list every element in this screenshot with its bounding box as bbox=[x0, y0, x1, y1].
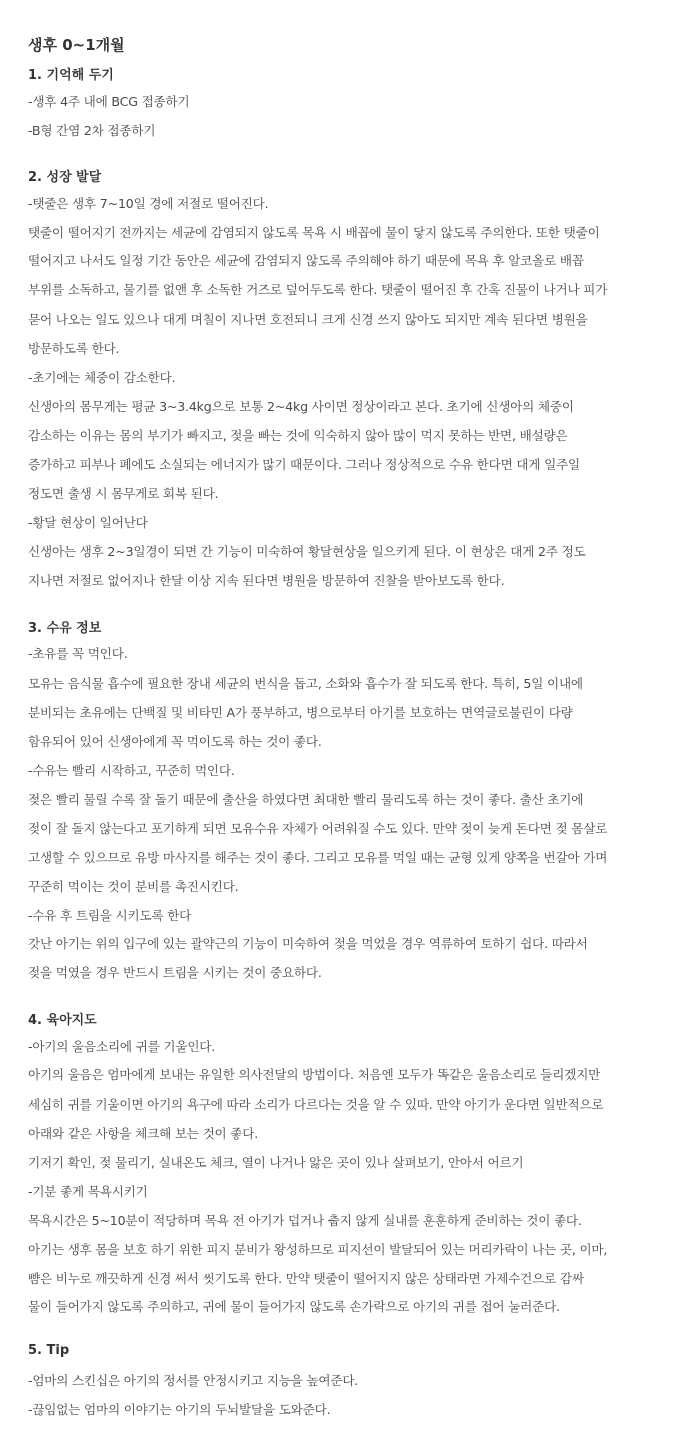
section-heading-5: 5. Tip bbox=[28, 1343, 70, 1358]
text-line: -B형 간염 2차 접종하기 bbox=[28, 123, 156, 138]
text-line: -아기의 울음소리에 귀를 기울인다. bbox=[28, 1039, 216, 1054]
text-line: 목욕시간은 5~10분이 적당하며 목욕 전 아기가 덥거나 춥지 않게 실내를 훈훈하게 준비하는 것이 좋다. bbox=[28, 1213, 582, 1228]
text-line: 탯줄이 떨어지기 전까지는 세균에 감염되지 않도록 목욕 시 배꼽에 물이 닿지 않도록 주의한다. 또한 탯줄이 bbox=[28, 225, 600, 240]
text-line: 부위를 소독하고, 물기를 없앤 후 소독한 거즈로 덮어두도록 한다. 탯줄이 떨어진 후 간혹 진물이 나거나 피가 bbox=[28, 282, 608, 297]
section-heading-2: 2. 성장 발달 bbox=[28, 170, 102, 185]
text-line: -탯줄은 생후 7~10일 경에 저절로 떨어진다. bbox=[28, 196, 269, 211]
text-line: -끊임없는 엄마의 이야기는 아기의 두뇌발달을 도와준다. bbox=[28, 1402, 331, 1417]
text-line: 기저기 확인, 젖 물리기, 실내온도 체크, 열이 나거나 앓은 곳이 있나 살펴보기, 안아서 어르기 bbox=[28, 1155, 524, 1170]
text-line: 신생아는 생후 2~3일경이 되면 간 기능이 미숙하여 황달현상을 일으키게 된다. 이 현상은 대게 2주 정도 bbox=[28, 544, 586, 559]
text-line: 감소하는 이유는 몸의 부기가 빠지고, 젖을 빠는 것에 익숙하지 않아 많이 먹지 못하는 반면, 배설량은 bbox=[28, 428, 568, 443]
text-line: 꾸준히 먹이는 것이 분비를 촉진시킨다. bbox=[28, 879, 239, 894]
text-line: 신생아의 몸무게는 평균 3~3.4kg으로 보통 2~4kg 사이면 정상이라고 본다. 초기에 신생아의 체중이 bbox=[28, 399, 574, 414]
text-line: 젖을 먹였을 경우 반드시 트림을 시키는 것이 중요하다. bbox=[28, 965, 322, 980]
text-line: -수유는 빨리 시작하고, 꾸준히 먹인다. bbox=[28, 763, 235, 778]
text-line: 물이 들어가지 않도록 주의하고, 귀에 물이 들어가지 않도록 손가락으로 아기의 귀를 접어 눌러준다. bbox=[28, 1299, 560, 1314]
text-line: 방문하도록 한다. bbox=[28, 341, 120, 356]
text-line: 묻어 나오는 일도 있으나 대게 며칠이 지나면 호전되니 크게 신경 쓰지 않아도 되지만 계속 된다면 병원을 bbox=[28, 312, 588, 327]
text-line: -초기에는 체중이 감소한다. bbox=[28, 370, 176, 385]
text-line: -생후 4주 내에 BCG 접종하기 bbox=[28, 94, 190, 109]
text-line: 갓난 아기는 위의 입구에 있는 괄약근의 기능이 미숙하여 젖을 먹었을 경우 역류하여 토하기 쉽다. 따라서 bbox=[28, 936, 588, 951]
text-line: 아래와 같은 사항을 체크해 보는 것이 좋다. bbox=[28, 1126, 259, 1141]
text-line: 젖이 잘 돌지 않는다고 포기하게 되면 모유수유 자체가 어려워질 수도 있다. 만약 젖이 늦게 돈다면 젖 몸살로 bbox=[28, 821, 608, 836]
text-line: 젖은 빨리 물릴 수록 잘 돌기 때문에 출산을 하였다면 최대한 빨리 물리도록 하는 것이 좋다. 출산 초기에 bbox=[28, 792, 584, 807]
text-line: -초유를 꼭 먹인다. bbox=[28, 646, 128, 661]
text-line: 지나면 저절로 없어지나 한달 이상 지속 된다면 병원을 방문하여 진찰을 받아보도록 한다. bbox=[28, 573, 505, 588]
text-line: 모유는 음식물 흡수에 필요한 장내 세균의 번식을 돕고, 소화와 흡수가 잘 되도록 한다. 특히, 5일 이내에 bbox=[28, 676, 583, 691]
text-line: 함유되어 있어 신생아에게 꼭 먹이도록 하는 것이 좋다. bbox=[28, 734, 322, 749]
section-heading-4: 4. 육아지도 bbox=[28, 1013, 97, 1028]
text-line: -기분 좋게 목욕시키기 bbox=[28, 1184, 148, 1199]
text-line: -수유 후 트림을 시키도록 한다 bbox=[28, 908, 192, 923]
text-line: 분비되는 초유에는 단백질 및 비타민 A가 풍부하고, 병으로부터 아기를 보호하는 면역글로불린이 다량 bbox=[28, 705, 573, 720]
text-line: 아기는 생후 몸을 보호 하기 위한 피지 분비가 왕성하므로 피지선이 발달되어 있는 머리카락이 나는 곳, 이마, bbox=[28, 1242, 608, 1257]
text-line: 정도면 출생 시 몸무게로 회복 된다. bbox=[28, 486, 219, 501]
text-line: 아기의 울음은 엄마에게 보내는 유일한 의사전달의 방법이다. 처음엔 모두가 똑같은 울음소리로 들리겠지만 bbox=[28, 1067, 601, 1082]
text-line: -엄마의 스킨십은 아기의 정서를 안정시키고 지능을 높여준다. bbox=[28, 1373, 359, 1388]
text-line: 고생할 수 있으므로 유방 마사지를 해주는 것이 좋다. 그리고 모유를 먹일 때는 균형 있게 양쪽을 번갈아 가며 bbox=[28, 850, 608, 865]
page-title: 생후 0~1개월 bbox=[28, 36, 125, 54]
section-heading-3: 3. 수유 정보 bbox=[28, 621, 102, 636]
section-heading-1: 1. 기억해 두기 bbox=[28, 68, 114, 83]
text-line: 떨어지고 나서도 일정 기간 동안은 세균에 감염되지 않도록 주의해야 하기 때문에 목욕 후 알코올로 배꼽 bbox=[28, 253, 584, 268]
text-line: 뺨은 비누로 깨끗하게 신경 써서 씻기도록 한다. 만약 탯줄이 떨어지지 않은 상태라면 가제수건으로 감싸 bbox=[28, 1271, 584, 1286]
text-line: 증가하고 피부나 폐에도 소실되는 에너지가 많기 때문이다. 그러나 정상적으로 수유 한다면 대게 일주일 bbox=[28, 457, 580, 472]
text-line: -황달 현상이 일어난다 bbox=[28, 515, 148, 530]
text-line: 세심히 귀를 기울이면 아기의 욕구에 따라 소리가 다르다는 것을 알 수 있따. 만약 아기가 운다면 일반적으로 bbox=[28, 1097, 604, 1112]
